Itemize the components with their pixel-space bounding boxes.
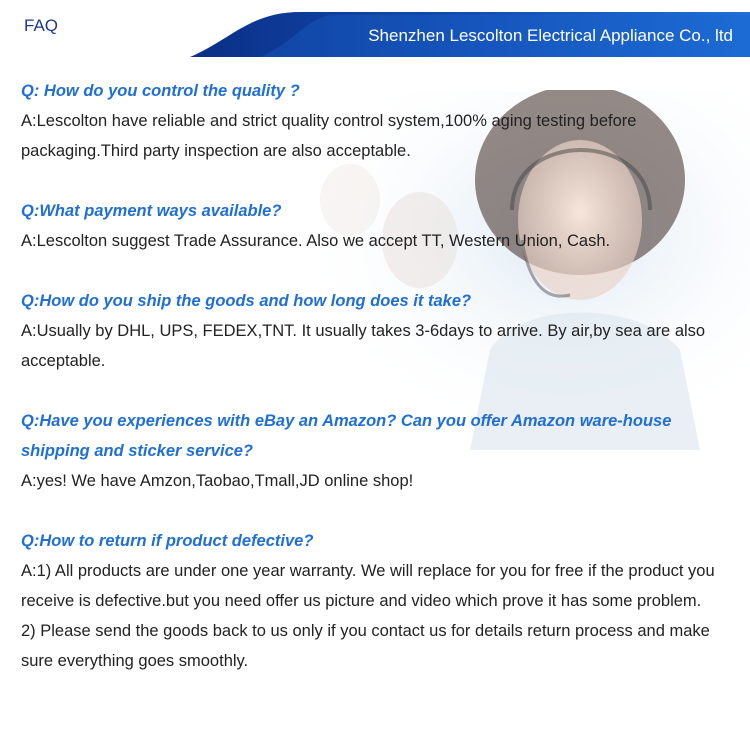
company-name: Shenzhen Lescolton Electrical Appliance Co., ltd bbox=[368, 26, 733, 45]
faq-item bbox=[21, 196, 736, 256]
faq-question: Q:Have you experiences with eBay an Amazon? Can you offer Amazon ware-house shipping and sticker service? bbox=[21, 412, 672, 460]
faq-answer: A:yes! We have Amzon,Taobao,Tmall,JD online shop! bbox=[21, 472, 414, 490]
faq-item bbox=[21, 286, 736, 376]
faq-list bbox=[21, 76, 736, 706]
faq-question: Q:How to return if product defective? bbox=[21, 532, 314, 550]
faq-answer: A:Lescolton suggest Trade Assurance. Also we accept TT, Western Union, Cash. bbox=[21, 232, 611, 250]
page-header bbox=[0, 0, 750, 57]
faq-answer: 2) Please send the goods back to us only if you contact us for details return process and make sure everything goes smoothly. bbox=[21, 622, 710, 670]
faq-answer: A:Lescolton have reliable and strict quality control system,100% aging testing before packaging.Third party inspection are also acceptable. bbox=[21, 112, 637, 160]
faq-question: Q:What payment ways available? bbox=[21, 202, 282, 220]
faq-question: Q: How do you control the quality ? bbox=[21, 82, 300, 100]
faq-answer: A:Usually by DHL, UPS, FEDEX,TNT. It usually takes 3-6days to arrive. By air,by sea are also acceptable. bbox=[21, 322, 706, 370]
faq-item bbox=[21, 526, 736, 676]
faq-answer: A:1) All products are under one year warranty. We will replace for you for free if the product you receive is defective.but you need offer us picture and video which prove it has some problem. bbox=[21, 562, 715, 610]
faq-question: Q:How do you ship the goods and how long does it take? bbox=[21, 292, 472, 310]
faq-label: FAQ bbox=[24, 16, 59, 35]
faq-item bbox=[21, 406, 736, 496]
faq-item bbox=[21, 76, 736, 166]
